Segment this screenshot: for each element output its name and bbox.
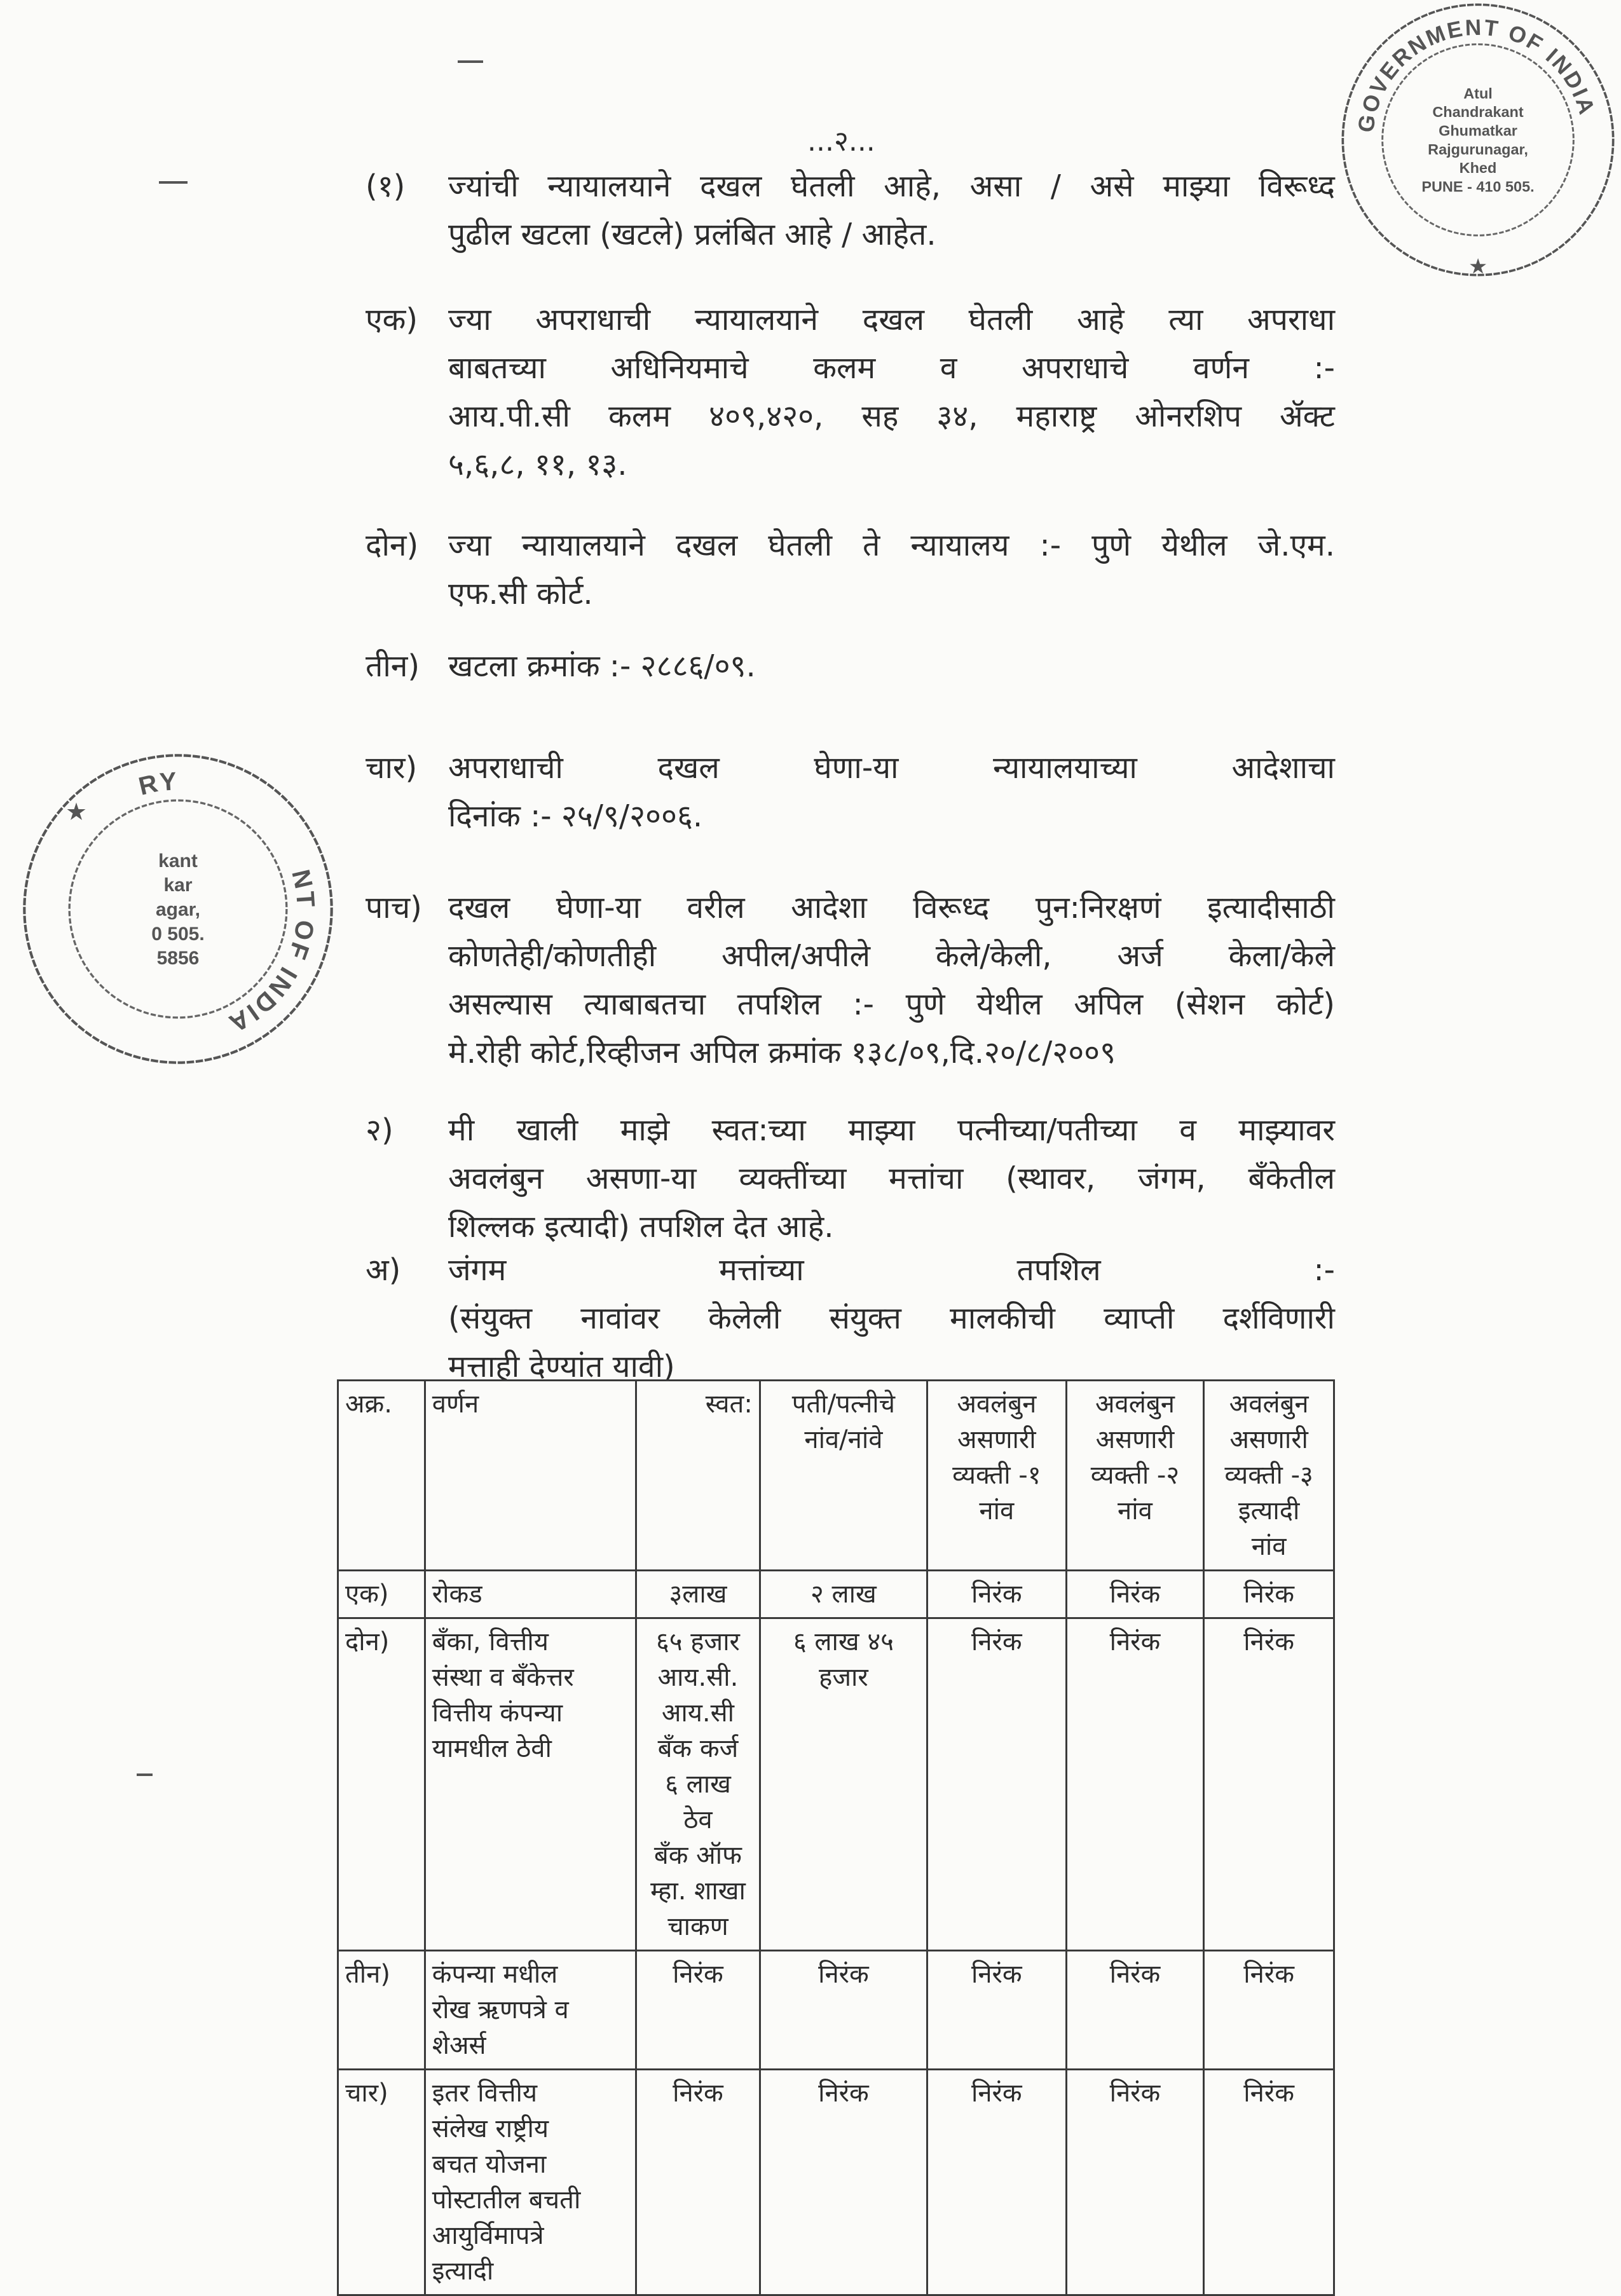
table-row	[338, 1618, 1334, 1951]
star-icon: ★	[1469, 256, 1487, 277]
table-cell: चार)	[338, 2070, 425, 2295]
text-line: ५,६,८, ११, १३.	[448, 447, 627, 482]
text-line: मत्ताही देण्यांत यावी)	[448, 1349, 675, 1384]
stamp-text: Rajgurunagar,	[1428, 140, 1528, 158]
stamp-text: Khed	[1459, 160, 1497, 177]
text-line: ज्या न्यायालयाने दखल घेतली ते न्यायालय :- पुणे येथील जे.एम.	[448, 528, 1335, 563]
section-text	[448, 1246, 1335, 1391]
text-line: असल्यास त्याबाबतचा तपशिल :- पुणे येथील अपिल (सेशन कोर्ट)	[448, 987, 1335, 1022]
section-label: तीन)	[366, 648, 420, 684]
section-label: (१)	[366, 168, 406, 204]
text-line: मी खाली माझे स्वत:च्या माझ्या पत्नीच्या/पतीच्या व माझ्यावर	[448, 1112, 1335, 1148]
table-cell: निरंक	[1066, 2070, 1204, 2295]
section-label: पाच)	[366, 890, 422, 926]
official-stamp-left	[19, 750, 337, 1068]
table-cell: निरंक	[927, 1951, 1067, 2070]
table-cell: एक)	[338, 1571, 425, 1618]
table-cell: निरंक	[927, 1618, 1067, 1951]
section-text	[448, 744, 1335, 840]
header-dependent-1: अवलंबुन असणारी व्यक्ती -१ नांव	[927, 1381, 1067, 1571]
text-line: आय.पी.सी कलम ४०९,४२०, सह ३४, महाराष्ट्र ओनरशिप ॲक्ट	[448, 399, 1335, 434]
stamp-text: Ghumatkar	[1439, 122, 1517, 139]
table-cell: ३लाख	[636, 1571, 760, 1618]
table-cell: ६ लाख ४५ हजार	[760, 1618, 927, 1951]
section-label: एक)	[366, 302, 418, 338]
table-cell: निरंक	[636, 1951, 760, 2070]
stamp-text: kant	[158, 850, 198, 871]
text-line: मे.रोही कोर्ट,रिव्हीजन अपिल क्रमांक १३८/०९,दि.२०/८/२००९	[448, 1035, 1116, 1070]
header-serial: अक्र.	[338, 1381, 425, 1571]
svg-text:NT OF INDIA: NT OF INDIA	[222, 867, 320, 1039]
text-line: जंगम मत्तांच्या तपशिल :-	[448, 1252, 1335, 1288]
header-self: स्वत:	[636, 1381, 760, 1571]
table-cell: दोन)	[338, 1618, 425, 1951]
table-cell: निरंक	[927, 2070, 1067, 2295]
stamp-text: Chandrakant	[1432, 104, 1524, 121]
section-text	[448, 162, 1335, 259]
text-line: अपराधाची दखल घेणा-या न्यायालयाच्या आदेशाचा	[448, 750, 1335, 786]
text-line: कोणतेही/कोणतीही अपील/अपीले केले/केली, अर्ज केला/केले	[448, 938, 1335, 974]
table-cell: बॅंका, वित्तीय संस्था व बॅंकेत्तर वित्तीय कंपन्या यामधील ठेवी	[425, 1618, 636, 1951]
table-cell: ६५ हजार आय.सी. आय.सी बॅंक कर्ज ६ लाख ठेव बॅंक ऑफ म्हा. शाखा चाकण	[636, 1618, 760, 1951]
header-dependent-3: अवलंबुन असणारी व्यक्ती -३ इत्यादी नांव	[1204, 1381, 1334, 1571]
header-dependent-2: अवलंबुन असणारी व्यक्ती -२ नांव	[1066, 1381, 1204, 1571]
section-text	[448, 884, 1335, 1077]
header-spouse: पती/पत्नीचे नांव/नांवे	[760, 1381, 927, 1571]
stamp-text: Atul	[1463, 85, 1493, 102]
svg-text:RY: RY	[135, 767, 180, 801]
text-line: दिनांक :- २५/९/२००६.	[448, 798, 703, 834]
text-line: ज्यांची न्यायालयाने दखल घेतली आहे, असा / असे माझ्या विरूध्द	[448, 168, 1335, 204]
table-cell: कंपन्या मधील रोख ऋणपत्रे व शेअर्स	[425, 1951, 636, 2070]
text-line: बाबतच्या अधिनियमाचे कलम व अपराधाचे वर्णन :-	[448, 350, 1335, 386]
text-line: दखल घेणा-या वरील आदेशा विरूध्द पुन:निरक्षणं इत्यादीसाठी	[448, 890, 1335, 926]
table-cell: तीन)	[338, 1951, 425, 2070]
table-cell: निरंक	[927, 1571, 1067, 1618]
page-marker: ...२...	[807, 125, 875, 158]
table-cell: निरंक	[1066, 1951, 1204, 2070]
stamp-text: agar,	[155, 899, 201, 920]
table-cell: इतर वित्तीय संलेख राष्ट्रीय बचत योजना पोस्टातील बचती आयुर्विमापत्रे इत्यादी	[425, 2070, 636, 2295]
table-header-row	[338, 1381, 1334, 1571]
stamp-text: 0 505.	[151, 923, 205, 945]
scan-mark	[458, 60, 483, 63]
table-cell: निरंक	[636, 2070, 760, 2295]
stamp-text: 5856	[156, 948, 200, 969]
section-label: २)	[366, 1112, 393, 1148]
official-stamp-top	[1338, 0, 1618, 280]
section-text	[448, 521, 1335, 618]
scan-mark	[137, 1773, 153, 1776]
table-cell: निरंक	[760, 1951, 927, 2070]
table-row	[338, 2070, 1334, 2295]
table-cell: रोकड	[425, 1571, 636, 1618]
table-cell: निरंक	[1204, 1571, 1334, 1618]
table-cell: निरंक	[1204, 1951, 1334, 2070]
text-line: पुढील खटला (खटले) प्रलंबित आहे / आहेत.	[448, 217, 936, 252]
section-label: दोन)	[366, 528, 419, 563]
stamp-text: kar	[163, 875, 193, 896]
section-label: अ)	[366, 1252, 401, 1288]
movable-assets-table	[337, 1379, 1335, 2296]
stamp-text: PUNE - 410 505.	[1421, 178, 1535, 195]
text-line: अवलंबुन असणा-या व्यक्तींच्या मत्तांचा (स्थावर, जंगम, बॅंकेतील	[448, 1161, 1335, 1196]
stamp-ring-text: GOVERNMENT OF INDIA	[1353, 15, 1600, 134]
text-line: एफ.सी कोर्ट.	[448, 576, 593, 612]
section-text	[448, 642, 1335, 690]
table-cell: निरंक	[1204, 1618, 1334, 1951]
section-text	[448, 296, 1335, 489]
header-description: वर्णन	[425, 1381, 636, 1571]
text-line: (संयुक्त नावांवर केलेली संयुक्त मालकीची व्याप्ती दर्शविणारी	[448, 1301, 1335, 1336]
table-row	[338, 1951, 1334, 2070]
section-text	[448, 1106, 1335, 1251]
table-cell: निरंक	[1066, 1618, 1204, 1951]
table-cell: निरंक	[1204, 2070, 1334, 2295]
table-cell: २ लाख	[760, 1571, 927, 1618]
text-line: ज्या अपराधाची न्यायालयाने दखल घेतली आहे त्या अपराधा	[448, 302, 1335, 338]
table-cell: निरंक	[1066, 1571, 1204, 1618]
table-row	[338, 1571, 1334, 1618]
section-label: चार)	[366, 750, 418, 786]
text-line: खटला क्रमांक :- २८८६/०९.	[448, 648, 756, 684]
star-icon: ★	[67, 800, 86, 824]
text-line: शिल्लक इत्यादी) तपशिल देत आहे.	[448, 1209, 834, 1245]
table-cell: निरंक	[760, 2070, 927, 2295]
scan-mark	[159, 181, 188, 184]
